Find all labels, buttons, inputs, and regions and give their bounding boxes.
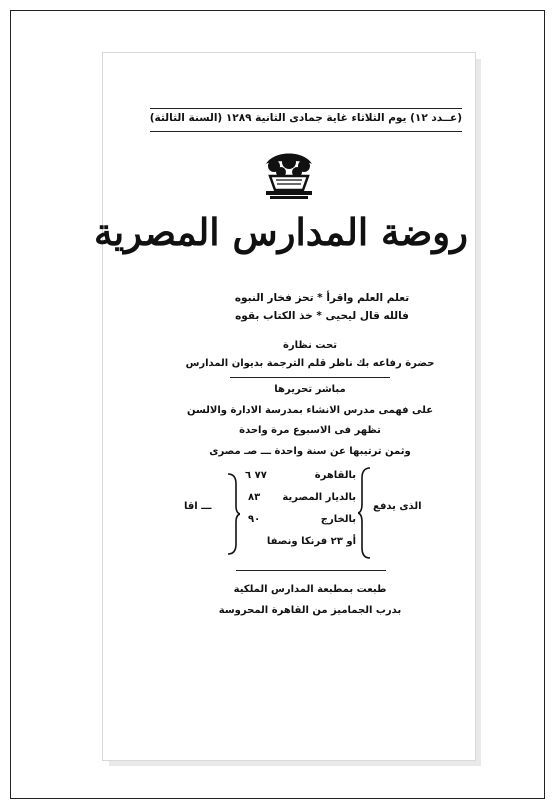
editor-label: مباشر تحريرها: [274, 384, 346, 395]
printer-line-1: طبعت بمطبعة المدارس الملكية: [233, 584, 387, 595]
price-intro: وثمن ترتيبها عن سنة واحدة ـــ صـ مصرى: [209, 446, 411, 457]
issue-top-rule: [150, 108, 462, 109]
masthead-title: روضة المدارس المصرية: [93, 210, 468, 254]
frequency-note: تظهر فى الاسبوع مرة واحدة: [239, 425, 381, 436]
price-place-cairo: بالقاهرة: [314, 470, 356, 481]
price-amount-abroad: ٩٠: [248, 514, 261, 525]
issue-bottom-rule: [150, 131, 462, 132]
editor-name: على فهمى مدرس الانشاء بمدرسة الادارة والالسن: [186, 405, 434, 416]
supervision-name: حضرة رفاعه بك ناظر قلم الترجمة بديوان المدارس: [185, 358, 435, 369]
price-amount-egypt: ٨٣: [248, 492, 261, 503]
section-rule-1: [230, 377, 390, 378]
printer-line-2: بدرب الجماميز من القاهرة المحروسة: [218, 605, 402, 616]
motto-line-2: فالله قال ليحيى * خذ الكتاب بقوه: [235, 310, 409, 322]
price-place-abroad: بالخارج: [320, 514, 356, 525]
flower-basket-ornament: [256, 148, 322, 200]
pricing-left-label: الذى يدفع: [373, 501, 422, 512]
price-alt-francs: أو ٢٣ فرنكا ونصفا: [266, 536, 356, 547]
pricing-right-label: ـــ اقا: [184, 501, 212, 512]
section-rule-2: [236, 570, 386, 571]
right-brace: [358, 466, 372, 560]
motto-line-1: تعلم العلم واقرأ * تحز فخار النبوه: [234, 292, 410, 304]
issue-line: (عــدد ١٢) يوم الثلاثاء غاية جمادى الثانية ١٢٨٩ (السنة الثالثة): [149, 112, 462, 124]
left-brace: [226, 472, 240, 556]
price-amount-cairo: ٧٧ ٦: [245, 470, 267, 481]
supervision-label: تحت نظارة: [283, 340, 337, 351]
price-place-egypt: بالديار المصرية: [282, 492, 356, 503]
